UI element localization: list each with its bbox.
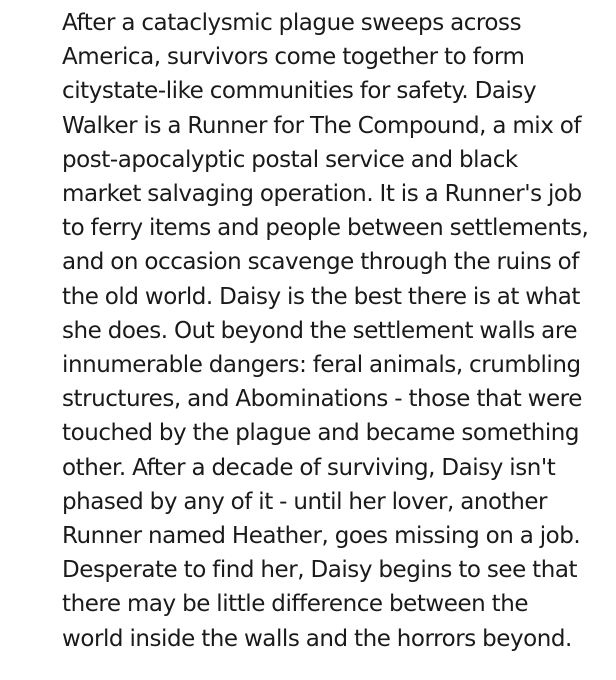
book-description xyxy=(62,6,610,656)
description-line: to ferry items and people between settlements, xyxy=(62,215,589,242)
description-line: structures, and Abominations - those that were xyxy=(62,386,582,413)
description-line: market salvaging operation. It is a Runner's job xyxy=(62,181,582,208)
description-line: there may be little difference between the xyxy=(62,591,529,618)
description-line: she does. Out beyond the settlement walls are xyxy=(62,317,578,344)
description-line: phased by any of it - until her lover, another xyxy=(62,488,548,515)
description-line: the old world. Daisy is the best there is at what xyxy=(62,283,580,310)
description-line: citystate-like communities for safety. Daisy xyxy=(62,78,537,105)
description-line: After a cataclysmic plague sweeps across xyxy=(62,10,522,36)
description-line: America, survivors come together to form xyxy=(62,44,525,71)
description-line: Runner named Heather, goes missing on a job. xyxy=(62,523,581,550)
description-line: other. After a decade of surviving, Daisy isn't xyxy=(62,454,556,481)
description-line: innumerable dangers: feral animals, crumbling xyxy=(62,352,581,379)
description-line: Desperate to find her, Daisy begins to see that xyxy=(62,557,578,584)
description-line: and on occasion scavenge through the ruins of xyxy=(62,249,579,276)
description-line: Walker is a Runner for The Compound, a mix of xyxy=(62,112,582,139)
description-line: touched by the plague and became something xyxy=(62,420,580,447)
description-line: world inside the walls and the horrors beyond. xyxy=(62,625,572,652)
description-line: post-apocalyptic postal service and black xyxy=(62,146,518,173)
